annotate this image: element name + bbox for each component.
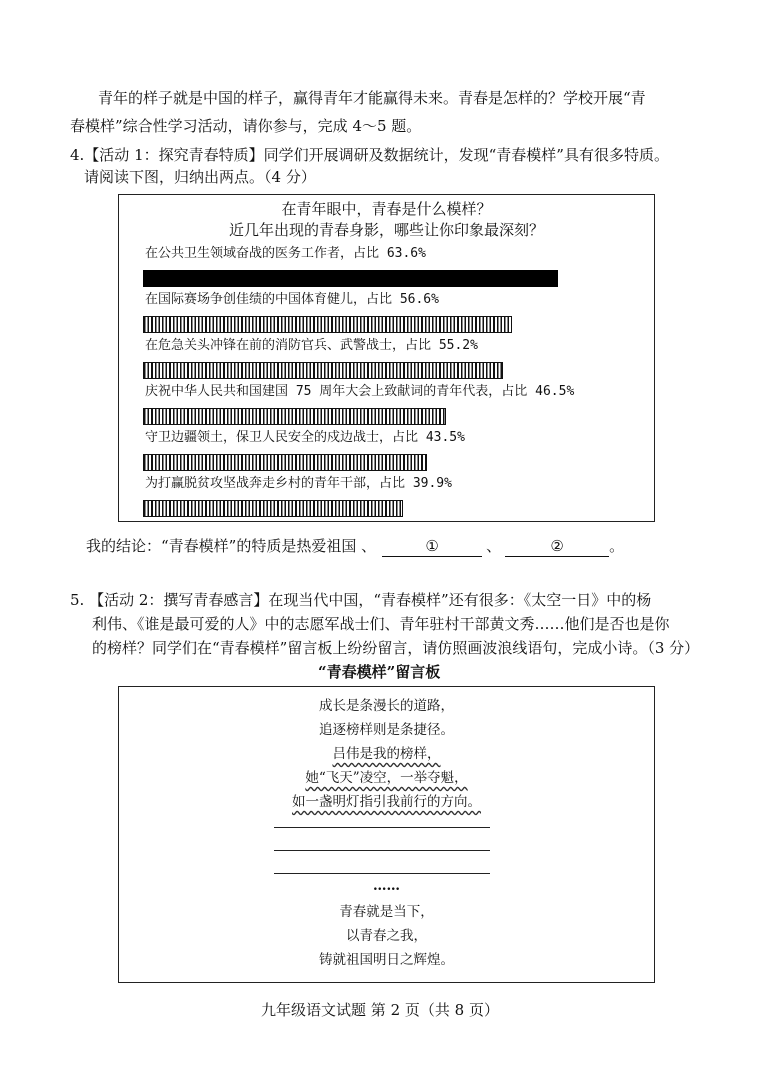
answer-line-2[interactable] (274, 850, 490, 851)
poem-wavy-line-1: 吕伟是我的榜样， (332, 746, 441, 762)
poem-line-1: 成长是条漫长的道路， (319, 698, 454, 714)
message-board (118, 686, 655, 983)
question-4-line-1: 4.【活动 1：探究青春特质】同学们开展调研及数据统计，发现“青春模样”具有很多特质。 (70, 146, 669, 164)
message-board-title: “青春模样”留言板 (318, 663, 441, 681)
bar-label: 在危急关头冲锋在前的消防官兵、武警战士，占比 55.2% (145, 338, 478, 353)
answer-line-1[interactable] (274, 827, 490, 828)
bar (143, 408, 446, 425)
chart-subtitle: 近几年出现的青春身影，哪些让你印象最深刻？ (228, 221, 544, 239)
answer-blank-2[interactable]: ② (505, 536, 609, 557)
chart-title: 在青年眼中，青春是什么模样？ (281, 200, 492, 218)
page-footer: 九年级语文试题 第 2 页（共 8 页） (261, 1001, 499, 1019)
poem-wavy-row-2 (119, 769, 654, 787)
bar (143, 316, 512, 333)
poem-wavy-row-1 (119, 745, 654, 763)
bar (143, 362, 503, 379)
poem-ending-2: 以青春之我， (346, 928, 427, 944)
intro-line-1: 青年的样子就是中国的样子，赢得青年才能赢得未来。青春是怎样的？学校开展“青 (98, 89, 646, 107)
bar (143, 500, 403, 517)
conclusion-line (86, 536, 624, 557)
poem-wavy-line-2: 她“飞天”凌空，一举夺魁， (305, 770, 468, 786)
intro-line-2: 春模样”综合性学习活动，请你参与，完成 4～5 题。 (70, 117, 422, 135)
conclusion-prefix: 我的结论：“青春模样”的特质是热爱祖国 、 (86, 537, 377, 555)
poem-ending-3: 铸就祖国明日之辉煌。 (319, 952, 454, 968)
poem-wavy-row-3 (119, 793, 654, 811)
poem-line-2: 追逐榜样则是条捷径。 (319, 722, 454, 738)
bar-label: 为打赢脱贫攻坚战奔走乡村的青年干部，占比 39.9% (145, 476, 452, 491)
answer-line-3[interactable] (274, 873, 490, 874)
question-5-line-2: 利伟、《谁是最可爱的人》中的志愿军战士们、青年驻村干部黄文秀……他们是否也是你 (92, 615, 670, 633)
bar-label: 庆祝中华人民共和国建国 75 周年大会上致献词的青年代表，占比 46.5% (145, 384, 575, 399)
bar (143, 270, 558, 287)
question-5-line-3: 的榜样？同学们在“青春模样”留言板上纷纷留言，请仿照画波浪线语句，完成小诗。（3 分） (92, 639, 700, 657)
bar-label: 在公共卫生领域奋战的医务工作者，占比 63.6% (145, 246, 426, 261)
bar (143, 454, 427, 471)
chart-box (118, 194, 655, 522)
poem-ending-1: 青春就是当下， (339, 904, 434, 920)
bar-label: 守卫边疆领土，保卫人民安全的戍边战士，占比 43.5% (145, 430, 465, 445)
poem-wavy-line-3: 如一盏明灯指引我前行的方向。 (292, 794, 481, 810)
conclusion-separator: 、 (486, 537, 502, 555)
question-4-line-2: 请阅读下图，归纳出两点。（4 分） (84, 168, 316, 186)
poem-ellipsis: …… (373, 878, 400, 894)
answer-blank-1[interactable]: ① (382, 536, 482, 557)
question-5-line-1: 5. 【活动 2：撰写青春感言】在现当代中国，“青春模样”还有很多：《太空一日》中的杨 (70, 591, 652, 609)
conclusion-end: 。 (609, 537, 625, 555)
bar-label: 在国际赛场争创佳绩的中国体育健儿，占比 56.6% (145, 292, 439, 307)
